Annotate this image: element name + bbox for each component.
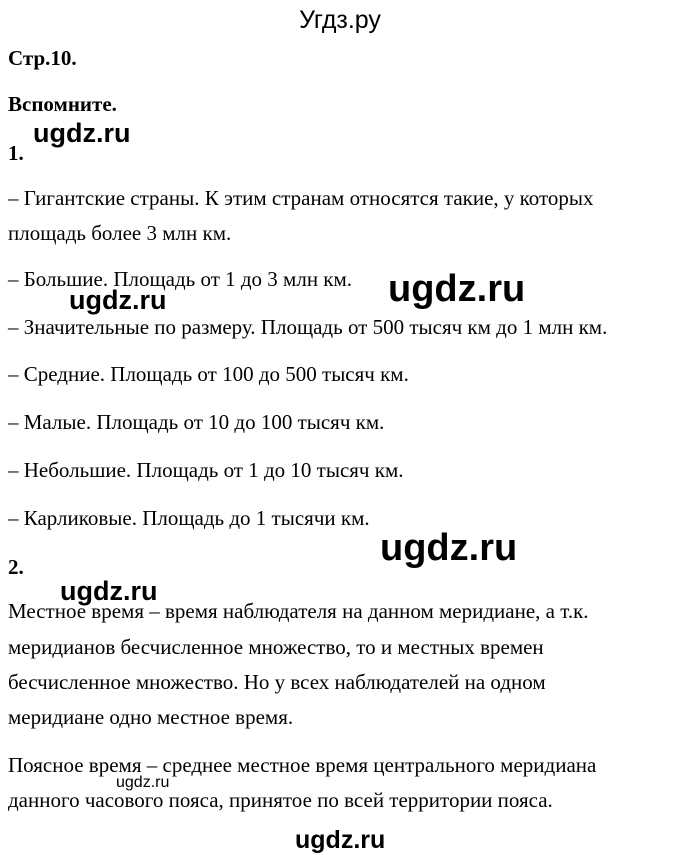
watermark: ugdz.ru [60,576,158,606]
watermark: ugdz.ru [116,774,170,791]
task2-line: бесчисленное множество. Но у всех наблюдателей на одном [8,670,546,694]
page-label: Стр.10. [8,46,77,70]
watermark: ugdz.ru [295,826,386,854]
task1-line: – Средние. Площадь от 100 до 500 тысяч км. [8,362,409,386]
site-title: Угдз.ру [299,6,381,34]
task1-line: – Гигантские страны. К этим странам относятся такие, у которых [8,186,594,210]
task1-line: – Небольшие. Площадь от 1 до 10 тысяч км. [8,458,404,482]
watermark: ugdz.ru [380,527,518,569]
watermark: ugdz.ru [33,118,131,148]
task2-line: меридиане одно местное время. [8,705,294,729]
task1-line: – Малые. Площадь от 10 до 100 тысяч км. [8,410,385,434]
task2-line: данного часового пояса, принятое по всей территории пояса. [8,788,553,812]
task2-line: Поясное время – среднее местное время центрального меридиана [8,753,597,777]
task1-line: площадь более 3 млн км. [8,221,232,245]
task1-line: – Большие. Площадь от 1 до 3 млн км. [8,267,353,291]
task-number-1: 1. [8,141,24,165]
task-number-2: 2. [8,555,24,579]
task2-line: Местное время – время наблюдателя на данном меридиане, а т.к. [8,599,589,623]
watermark: ugdz.ru [388,268,526,310]
section-heading: Вспомните. [8,92,117,116]
task2-line: меридианов бесчисленное множество, то и местных времен [8,635,544,659]
task1-line: – Значительные по размеру. Площадь от 500 тысяч км до 1 млн км. [8,315,608,339]
task1-line: – Карликовые. Площадь до 1 тысячи км. [8,506,370,530]
watermark: ugdz.ru [69,285,167,315]
